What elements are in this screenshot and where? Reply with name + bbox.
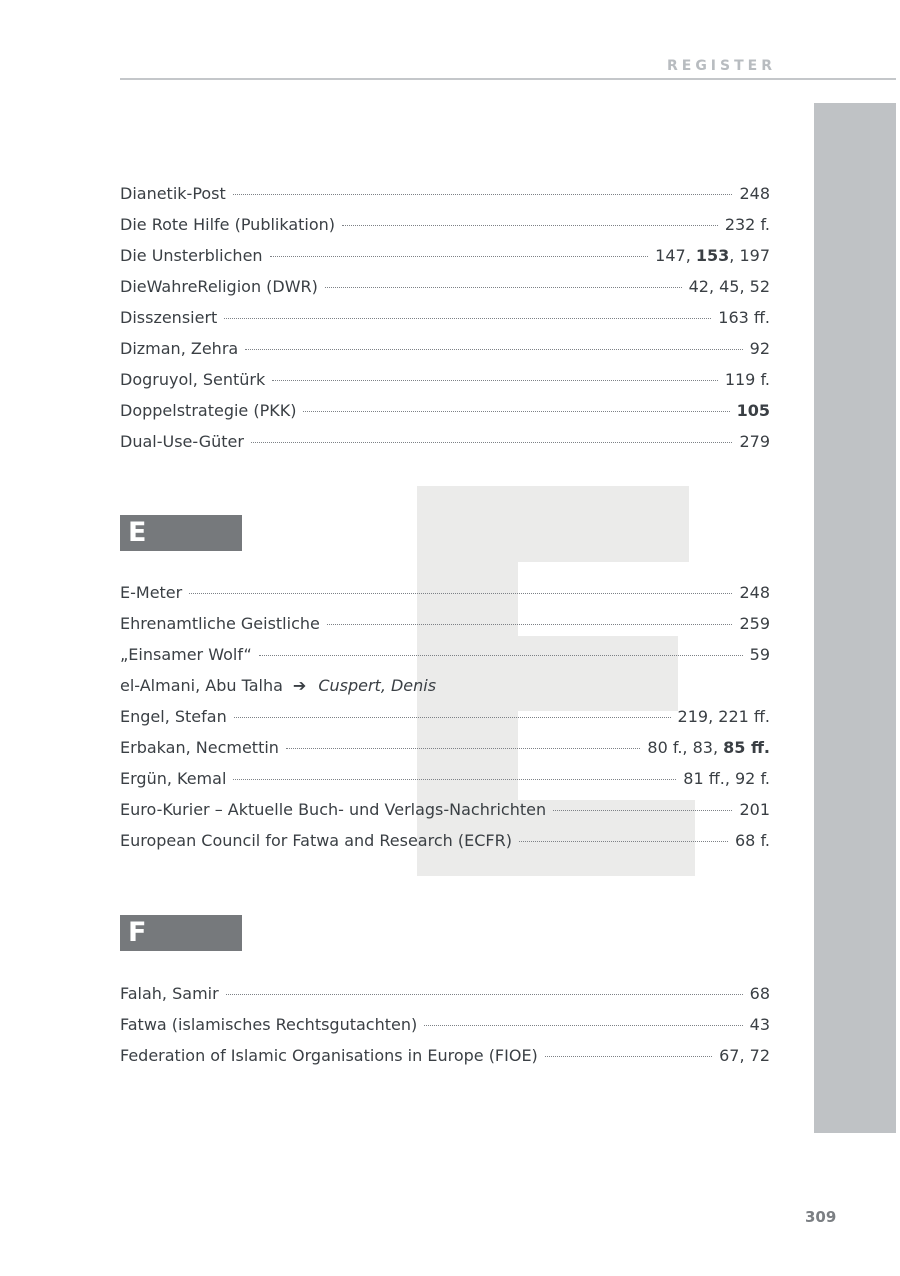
list-item [120, 184, 770, 215]
page-number: 309 [805, 1208, 837, 1226]
dot-leader [424, 1025, 742, 1026]
entry-pages: 68 [749, 984, 770, 1003]
entry-pages [737, 401, 770, 421]
list-item [120, 583, 770, 614]
entry-pages: 248 [739, 184, 770, 203]
entry-term: Die Rote Hilfe (Publikation) [120, 215, 336, 234]
entry-pages: 248 [739, 583, 770, 602]
entry-pages [647, 738, 770, 758]
entry-pages: 119 f. [724, 370, 770, 389]
entry-term: „Einsamer Wolf“ [120, 645, 252, 664]
dot-leader [553, 810, 732, 811]
entry-term: Federation of Islamic Organisations in Europe (FIOE) [120, 1046, 538, 1065]
list-item [120, 645, 770, 676]
list-item [120, 308, 770, 339]
entry-pages: 43 [749, 1015, 770, 1034]
dot-leader [224, 318, 711, 319]
dot-leader [327, 624, 733, 625]
see-also-reference: Cuspert, Denis [318, 676, 437, 695]
entry-pages [655, 246, 770, 266]
see-also-arrow-icon: ➔ [292, 676, 307, 695]
list-item [120, 277, 770, 308]
entry-pages: 81 ff., 92 f. [683, 769, 770, 788]
entry-pages: 92 [749, 339, 770, 358]
list-item [120, 738, 770, 769]
pages-regular: 80 f., 83, [647, 738, 724, 757]
entry-pages: 163 ff. [718, 308, 770, 327]
list-item [120, 401, 770, 432]
list-item [120, 614, 770, 645]
entry-term: Doppelstrategie (PKK) [120, 401, 297, 420]
dot-leader [270, 256, 649, 257]
dot-leader [272, 380, 718, 381]
pages-main-reference: 85 ff. [723, 738, 770, 757]
dot-leader [189, 593, 732, 594]
pages-main-reference: 105 [736, 401, 770, 420]
dot-leader [233, 194, 733, 195]
entry-term: DieWahreReligion (DWR) [120, 277, 318, 296]
dot-leader [251, 442, 732, 443]
entry-pages: 42, 45, 52 [688, 277, 770, 296]
entries-e [120, 583, 770, 862]
entry-term: Dizman, Zehra [120, 339, 239, 358]
list-item [120, 676, 770, 707]
dot-leader [259, 655, 743, 656]
list-item [120, 370, 770, 401]
list-item [120, 339, 770, 370]
entries-d [120, 184, 770, 463]
entry-term: Engel, Stefan [120, 707, 227, 726]
list-item [120, 984, 770, 1015]
dot-leader [325, 287, 682, 288]
list-item [120, 215, 770, 246]
dot-leader [545, 1056, 712, 1057]
list-item [120, 800, 770, 831]
entry-term: European Council for Fatwa and Research (ECFR) [120, 831, 512, 850]
entry-term: Ehrenamtliche Geistliche [120, 614, 320, 633]
entry-term: el-Almani, Abu Talha [120, 676, 283, 695]
dot-leader [234, 717, 671, 718]
entry-term: Dual-Use-Güter [120, 432, 244, 451]
dot-leader [342, 225, 718, 226]
entry-pages: 232 f. [724, 215, 770, 234]
running-head: REGISTER [666, 58, 776, 74]
entry-term: Fatwa (islamisches Rechtsgutachten) [120, 1015, 418, 1034]
section-heading-f: F [120, 915, 242, 951]
dot-leader [245, 349, 742, 350]
entry-term: Falah, Samir [120, 984, 219, 1003]
entries-f [120, 984, 770, 1077]
entry-pages: 68 f. [735, 831, 770, 850]
dot-leader [303, 411, 729, 412]
pages-main-reference: 153 [695, 246, 730, 265]
entry-term: Dogruyol, Sentürk [120, 370, 266, 389]
list-item [120, 246, 770, 277]
list-item [120, 1046, 770, 1077]
entry-term: Disszensiert [120, 308, 218, 327]
list-item [120, 707, 770, 738]
pages-regular: , 197 [729, 246, 770, 265]
entry-term: Dianetik-Post [120, 184, 226, 203]
entry-pages: 67, 72 [719, 1046, 770, 1065]
entry-pages: 59 [749, 645, 770, 664]
dot-leader [286, 748, 641, 749]
entry-term: Erbakan, Necmettin [120, 738, 279, 757]
pages-regular: 147, [655, 246, 696, 265]
thumb-index-tab [814, 103, 896, 1133]
list-item [120, 831, 770, 862]
dot-leader [519, 841, 728, 842]
dot-leader [233, 779, 676, 780]
list-item [120, 1015, 770, 1046]
header-rule [120, 78, 896, 80]
entry-pages: 219, 221 ff. [677, 707, 770, 726]
entry-pages: 259 [739, 614, 770, 633]
entry-pages: 201 [739, 800, 770, 819]
entry-term: E-Meter [120, 583, 183, 602]
list-item [120, 432, 770, 463]
dot-leader [226, 994, 743, 995]
entry-term: Ergün, Kemal [120, 769, 227, 788]
list-item [120, 769, 770, 800]
entry-pages: 279 [739, 432, 770, 451]
section-heading-e: E [120, 515, 242, 551]
entry-term: Euro-Kurier – Aktuelle Buch- und Verlags-Nachrichten [120, 800, 547, 819]
entry-term: Die Unsterblichen [120, 246, 263, 265]
